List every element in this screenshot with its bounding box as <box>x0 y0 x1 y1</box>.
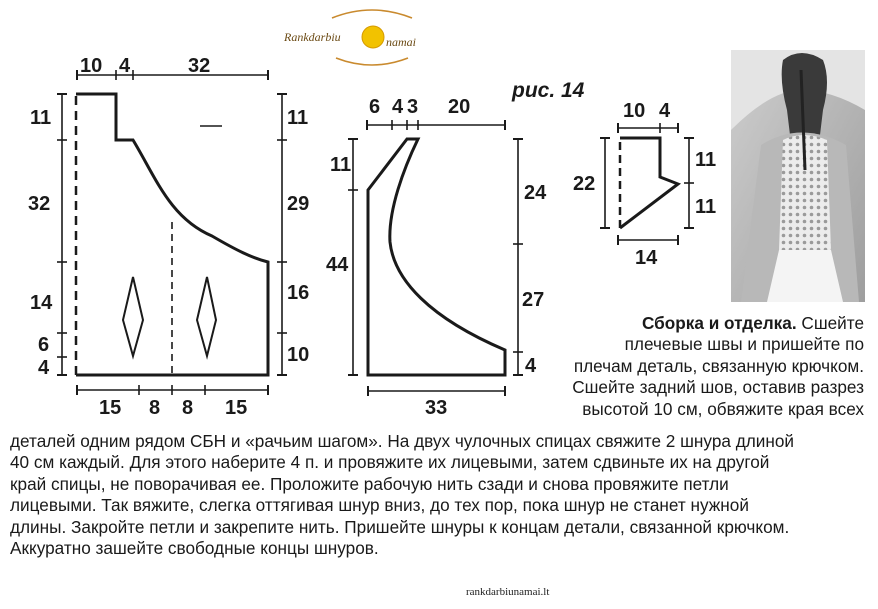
instruction-line: высотой 10 см, обвяжите края всех <box>582 398 864 419</box>
hands-arc-icon <box>332 10 412 18</box>
side-left-dim-2: 44 <box>326 254 349 276</box>
front-left-dim-5: 4 <box>38 357 50 379</box>
dart-left <box>123 277 143 356</box>
logo-text-right: namai <box>386 35 416 49</box>
dart-right <box>197 277 216 356</box>
footer-url: rankdarbiunamai.lt <box>466 586 550 598</box>
collar-top-dim-2: 4 <box>659 100 671 122</box>
side-top-dim-1: 6 <box>369 96 381 118</box>
front-right-dim-2: 29 <box>287 193 310 215</box>
front-left-dim-4: 6 <box>38 334 50 356</box>
front-right-dim-3: 16 <box>287 282 310 304</box>
front-bottom-dim-2: 8 <box>149 397 161 419</box>
instruction-line: плечам деталь, связанную крючком. <box>573 355 864 376</box>
side-right-dim-2: 27 <box>522 289 545 311</box>
collar-left-dim: 22 <box>573 173 596 195</box>
collar-bottom-dim: 14 <box>635 247 658 269</box>
front-top-dim-1: 10 <box>80 55 103 77</box>
side-bottom-dim: 33 <box>425 397 448 419</box>
site-logo <box>283 10 416 65</box>
instruction-line: деталей одним рядом СБН и «рачьим шагом». На двух чулочных спицах свяжите 2 шнура длиной <box>10 431 795 451</box>
figure-label: рис. 14 <box>512 79 585 102</box>
instruction-line: лицевыми. Так вяжите, слегка оттягивая шнур вниз, до тех пор, пока шнур не станет нужной <box>10 495 749 516</box>
collar-piece <box>605 123 694 240</box>
instruction-line: край спицы, не поворачивая ее. Проложите рабочую нить сзади и снова провяжите петли <box>10 473 729 494</box>
instructions-right-column <box>548 313 864 420</box>
side-piece <box>348 120 523 391</box>
front-top-dim-2: 4 <box>119 55 131 77</box>
front-bottom-dim-3: 8 <box>182 397 194 419</box>
side-dimension-labels <box>326 96 547 419</box>
front-bottom-dim-4: 15 <box>225 397 248 419</box>
front-bottom-dim-1: 15 <box>99 397 122 419</box>
front-left-dim-3: 14 <box>30 292 53 314</box>
front-piece <box>57 70 287 395</box>
instructions-wide-block <box>10 431 866 559</box>
instruction-line: плечевые швы и пришейте по <box>624 334 864 355</box>
front-top-dim-3: 32 <box>188 55 211 77</box>
instruction-line: длины. Закройте петли и закрепите нить. Пришейте шнуры к концам детали, связанной крючком. <box>10 516 790 537</box>
collar-right-dim-1: 11 <box>695 149 717 171</box>
collar-right-dim-2: 11 <box>695 196 717 218</box>
side-right-dim-3: 4 <box>525 355 537 377</box>
front-right-dim-4: 10 <box>287 344 310 366</box>
front-right-dim-1: 11 <box>287 107 309 129</box>
collar-top-dim-1: 10 <box>623 100 646 122</box>
instruction-line: Сшейте задний шов, оставив разрез <box>572 377 864 398</box>
instruction-line: 40 см каждый. Для этого наберите 4 п. и провяжите их лицевыми, затем сдвиньте их на другой <box>10 452 770 473</box>
collar-dimension-labels <box>573 100 716 269</box>
side-top-dim-2: 4 <box>392 96 404 118</box>
front-left-dim-2: 32 <box>28 193 51 215</box>
instruction-line: Сборка и отделка. Сшейте <box>641 313 864 333</box>
instruction-line: Аккуратно зашейте свободные концы шнуров. <box>10 538 379 559</box>
model-photo <box>731 50 865 302</box>
side-left-dim-1: 11 <box>330 154 352 176</box>
side-right-dim-1: 24 <box>524 182 547 204</box>
sun-icon <box>362 26 384 48</box>
logo-text-left: Rankdarbiu <box>284 30 341 44</box>
instructions-title: Сборка и отделка. <box>641 313 797 333</box>
side-top-dim-3: 3 <box>407 96 419 118</box>
front-left-dim-1: 11 <box>30 107 52 129</box>
side-top-dim-4: 20 <box>448 96 471 118</box>
